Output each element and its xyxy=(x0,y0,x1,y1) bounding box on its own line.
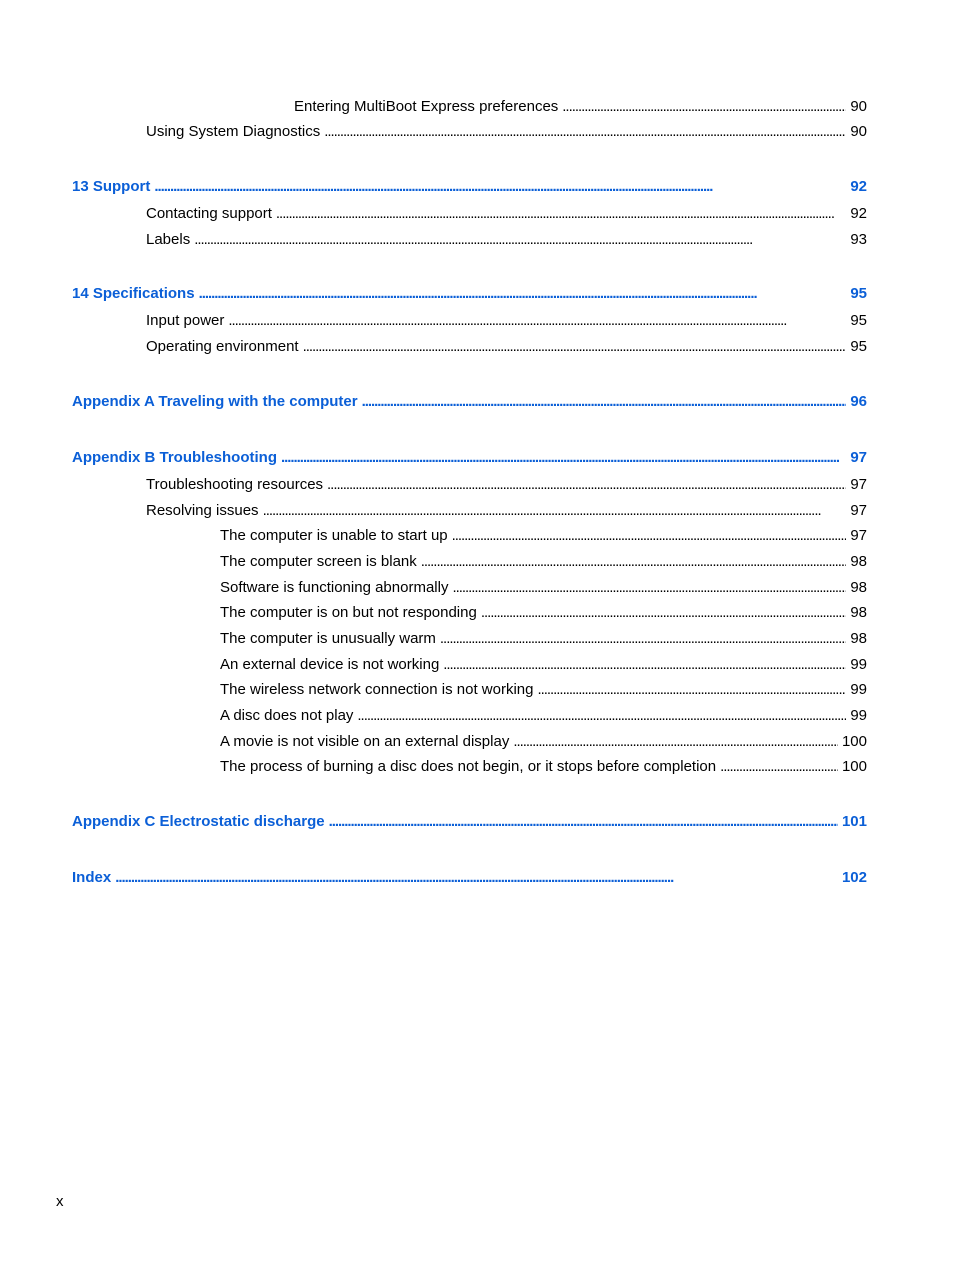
toc-entry-label: An external device is not working xyxy=(220,656,440,673)
dot-leader xyxy=(194,229,846,251)
dot-leader xyxy=(357,705,846,727)
toc-heading-entry[interactable] xyxy=(72,811,867,833)
toc-entry-label: The wireless network connection is not working xyxy=(220,681,534,698)
toc-entry-page-number: 93 xyxy=(850,231,867,248)
toc-entry[interactable] xyxy=(220,705,867,727)
toc-entry-label: A movie is not visible on an external display xyxy=(220,733,510,750)
toc-entry[interactable] xyxy=(146,336,867,358)
dot-leader xyxy=(421,551,847,573)
toc-entry-label: A disc does not play xyxy=(220,707,354,724)
dot-leader xyxy=(324,121,846,143)
toc-entry-page-number: 95 xyxy=(850,338,867,355)
toc-entry-page-number: 92 xyxy=(850,205,867,222)
toc-entry-page-number: 99 xyxy=(850,656,867,673)
toc-entry-page-number: 97 xyxy=(850,449,867,466)
toc-entry-label: Labels xyxy=(146,231,191,248)
dot-leader xyxy=(199,283,847,305)
dot-leader xyxy=(281,447,846,469)
toc-entry-label: The computer is unable to start up xyxy=(220,527,448,544)
toc-entry[interactable] xyxy=(146,500,867,522)
toc-entry-page-number: 96 xyxy=(850,393,867,410)
toc-entry[interactable] xyxy=(220,525,867,547)
toc-entry[interactable] xyxy=(220,731,867,753)
toc-entry[interactable] xyxy=(146,310,867,332)
dot-leader xyxy=(720,756,838,778)
toc-entry[interactable] xyxy=(146,203,867,225)
dot-leader xyxy=(303,336,847,358)
toc-entry-page-number: 95 xyxy=(850,312,867,329)
dot-leader xyxy=(440,628,846,650)
toc-entry-label: Appendix B Troubleshooting xyxy=(72,449,277,466)
toc-entry-label: Using System Diagnostics xyxy=(146,123,321,140)
toc-entry[interactable] xyxy=(294,96,867,118)
toc-entry-page-number: 95 xyxy=(850,285,867,302)
dot-leader xyxy=(154,176,846,198)
toc-entry[interactable] xyxy=(220,756,867,778)
toc-entry[interactable] xyxy=(220,551,867,573)
dot-leader xyxy=(327,474,846,496)
toc-entry-page-number: 90 xyxy=(850,98,867,115)
toc-entry-page-number: 97 xyxy=(850,527,867,544)
page-number: x xyxy=(56,1193,64,1210)
toc-entry[interactable] xyxy=(146,121,867,143)
toc-entry[interactable] xyxy=(146,474,867,496)
toc-heading-entry[interactable] xyxy=(72,391,867,413)
toc-heading-entry[interactable] xyxy=(72,447,867,469)
toc-entry-page-number: 92 xyxy=(850,178,867,195)
dot-leader xyxy=(513,731,838,753)
dot-leader xyxy=(481,602,846,624)
toc-entry-page-number: 90 xyxy=(850,123,867,140)
toc-entry[interactable] xyxy=(220,628,867,650)
toc-entry[interactable] xyxy=(220,602,867,624)
toc-entry-page-number: 100 xyxy=(841,758,867,775)
toc-entry-page-number: 99 xyxy=(850,707,867,724)
toc-entry-label: Operating environment xyxy=(146,338,299,355)
dot-leader xyxy=(276,203,846,225)
toc-entry-page-number: 99 xyxy=(850,681,867,698)
toc-entry-label: Appendix A Traveling with the computer xyxy=(72,393,358,410)
toc-entry-page-number: 102 xyxy=(841,869,867,886)
dot-leader xyxy=(362,391,847,413)
toc-entry[interactable] xyxy=(220,577,867,599)
toc-entry-page-number: 100 xyxy=(841,733,867,750)
toc-entry-label: The computer is on but not responding xyxy=(220,604,477,621)
toc-entry-page-number: 98 xyxy=(850,630,867,647)
toc-entry-label: Resolving issues xyxy=(146,502,259,519)
toc-entry-label: Index xyxy=(72,869,112,886)
toc-entry-page-number: 98 xyxy=(850,604,867,621)
toc-entry-label: Contacting support xyxy=(146,205,272,222)
toc-entry-label: 14 Specifications xyxy=(72,285,195,302)
toc-entry-page-number: 101 xyxy=(841,813,867,830)
toc-entry-page-number: 98 xyxy=(850,553,867,570)
toc-entry-label: The process of burning a disc does not begin, or it stops before completion xyxy=(220,758,717,775)
toc-entry-label: Appendix C Electrostatic discharge xyxy=(72,813,325,830)
toc-entry[interactable] xyxy=(220,679,867,701)
toc-entry-label: Troubleshooting resources xyxy=(146,476,324,493)
toc-entry[interactable] xyxy=(146,229,867,251)
toc-entry-label: The computer is unusually warm xyxy=(220,630,436,647)
toc-entry[interactable] xyxy=(220,654,867,676)
dot-leader xyxy=(452,577,846,599)
toc-entry-label: Input power xyxy=(146,312,225,329)
dot-leader xyxy=(228,310,846,332)
toc-entry-page-number: 97 xyxy=(850,502,867,519)
dot-leader xyxy=(329,811,838,833)
dot-leader xyxy=(562,96,846,118)
toc-entry-label: Software is functioning abnormally xyxy=(220,579,449,596)
toc-heading-entry[interactable] xyxy=(72,176,867,198)
toc-heading-entry[interactable] xyxy=(72,867,867,889)
toc-entry-label: The computer screen is blank xyxy=(220,553,417,570)
toc-entry-page-number: 98 xyxy=(850,579,867,596)
toc-entry-page-number: 97 xyxy=(850,476,867,493)
dot-leader xyxy=(452,525,847,547)
dot-leader xyxy=(263,500,847,522)
toc-entry-label: 13 Support xyxy=(72,178,151,195)
toc-entry-label: Entering MultiBoot Express preferences xyxy=(294,98,559,115)
dot-leader xyxy=(115,867,838,889)
toc-heading-entry[interactable] xyxy=(72,283,867,305)
dot-leader xyxy=(537,679,846,701)
dot-leader xyxy=(443,654,846,676)
